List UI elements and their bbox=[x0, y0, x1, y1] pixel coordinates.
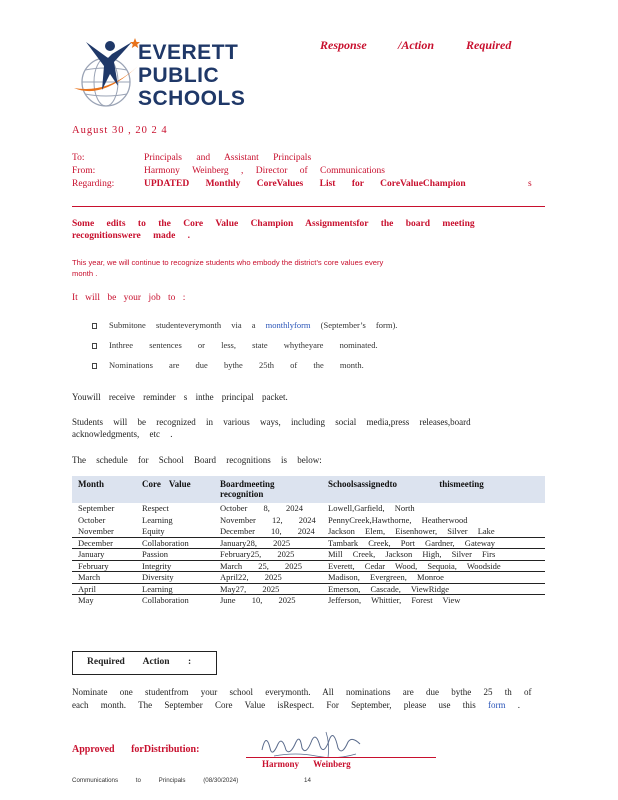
header-board-meeting: Boardmeeting recognition bbox=[220, 479, 275, 499]
cell-core-value: Integrity bbox=[142, 560, 172, 571]
district-logo bbox=[72, 36, 252, 111]
logo-text-schools: SCHOOLS bbox=[138, 87, 246, 110]
table-row bbox=[72, 503, 545, 515]
cell-month: September bbox=[78, 503, 115, 513]
bullet-text: Nominations are due bythe 25th of the month. bbox=[109, 360, 364, 370]
cell-core-value: Collaboration bbox=[142, 595, 189, 605]
cell-month: January bbox=[78, 549, 105, 559]
signer-name: Harmony Weinberg bbox=[262, 759, 351, 769]
cell-meeting-date: October 8, 2024 bbox=[220, 503, 304, 513]
required-action-box bbox=[72, 651, 217, 675]
cell-core-value: Passion bbox=[142, 549, 168, 559]
cell-core-value: Learning bbox=[142, 514, 173, 525]
students-note: Students will be recognized in various ways, including social media,press releases,board acknowledgments, etc . bbox=[72, 417, 471, 439]
approved-label: Approved forDistribution: bbox=[72, 744, 200, 755]
cell-meeting-date: March 25, 2025 bbox=[220, 560, 303, 571]
cell-meeting-date: June 10, 2025 bbox=[220, 595, 296, 605]
signature-line bbox=[246, 757, 436, 758]
header-schools: Schoolsassignedto thismeeting bbox=[328, 479, 484, 489]
page-number: 14 bbox=[304, 777, 311, 784]
cell-core-value: Learning bbox=[142, 583, 173, 594]
schedule-table bbox=[72, 476, 545, 607]
table-row bbox=[72, 538, 545, 550]
memo-date: August 30 , 20 2 4 bbox=[72, 125, 168, 136]
bullet-text: Inthree sentences or less, state whytheyare nominated. bbox=[109, 340, 378, 350]
memo-from-label: From: bbox=[72, 166, 96, 176]
cell-meeting-date: December 10, 2024 bbox=[220, 526, 315, 536]
table-row bbox=[72, 561, 545, 573]
form-link[interactable]: form bbox=[488, 700, 506, 710]
cell-meeting-date: January28, 2025 bbox=[220, 537, 291, 548]
cell-meeting-date: November 12, 2024 bbox=[220, 514, 316, 525]
bullet-item bbox=[92, 320, 397, 330]
cell-schools: Jefferson, Whittier, Forest View bbox=[328, 595, 461, 605]
checkbox-bullet-icon bbox=[92, 323, 97, 329]
job-intro: It will be your job to : bbox=[72, 293, 186, 303]
memo-to-label: To: bbox=[72, 153, 85, 163]
cell-schools: PennyCreek,Hawthorne, Heatherwood bbox=[328, 514, 468, 525]
cell-month: November bbox=[78, 526, 114, 536]
memo-to-value: Principals and Assistant Principals bbox=[144, 153, 312, 163]
bullet-item bbox=[92, 340, 378, 350]
nominate-note bbox=[72, 686, 532, 712]
table-row bbox=[72, 572, 545, 584]
cell-schools: Madison, Evergreen, Monroe bbox=[328, 572, 444, 582]
table-row bbox=[72, 526, 545, 538]
checkbox-bullet-icon bbox=[92, 343, 97, 349]
header-divider bbox=[72, 206, 545, 207]
cell-schools: Jackson Elem, Eisenhower, Silver Lake bbox=[328, 526, 495, 536]
memo-regarding-value: UPDATED Monthly CoreValues List for CoreValueChampion bbox=[144, 179, 466, 189]
cell-schools: Lowell,Garfield, North bbox=[328, 503, 415, 513]
cell-schools: Everett, Cedar Wood, Sequoia, Woodside bbox=[328, 560, 501, 571]
cell-month: December bbox=[78, 537, 113, 548]
cell-month: February bbox=[78, 560, 109, 571]
header-response: Response bbox=[320, 38, 367, 52]
memo-regarding-suffix: s bbox=[528, 179, 532, 189]
cell-meeting-date: February25, 2025 bbox=[220, 549, 295, 559]
cell-core-value: Respect bbox=[142, 503, 169, 513]
nominate-text: Nominate one studentfrom your school everymonth. All nominations are due bythe 25 th of each month. The September Core Value isRespect. For September, please use this bbox=[72, 687, 532, 710]
footer-text: Communications to Principals (08/30/2024) bbox=[72, 777, 239, 784]
header-action: /Action bbox=[398, 38, 435, 52]
cell-core-value: Equity bbox=[142, 526, 165, 536]
bullet-text-after: (September’s form). bbox=[310, 320, 398, 330]
reminder-note: Youwill receive reminder s inthe principal packet. bbox=[72, 392, 288, 402]
bullet-text: Submitone studenteverymonth via a bbox=[109, 320, 266, 330]
cell-schools: Tambark Creek, Port Gardner, Gateway bbox=[328, 537, 496, 548]
checkbox-bullet-icon bbox=[92, 363, 97, 369]
cell-month: October bbox=[78, 514, 106, 525]
required-action-label: Required Action : bbox=[87, 657, 192, 667]
cell-core-value: Diversity bbox=[142, 572, 174, 582]
table-row bbox=[72, 584, 545, 596]
table-header-row bbox=[72, 476, 545, 503]
cell-meeting-date: April22, 2025 bbox=[220, 572, 282, 582]
schedule-intro: The schedule for School Board recognitions is below: bbox=[72, 455, 322, 465]
cell-meeting-date: May27, 2025 bbox=[220, 583, 280, 594]
memo-regarding-label: Regarding: bbox=[72, 179, 115, 189]
logo-emblem-icon bbox=[72, 36, 140, 111]
nominate-text-after: . bbox=[505, 700, 520, 710]
header-core-value: Core Value bbox=[142, 479, 191, 489]
logo-text-public: PUBLIC bbox=[138, 64, 220, 87]
bullet-item bbox=[92, 360, 364, 370]
header-required: Required bbox=[466, 38, 512, 52]
edits-note: Some edits to the Core Value Champion Assignmentsfor the board meeting recognitionswere made . bbox=[72, 219, 475, 241]
logo-text-everett: EVERETT bbox=[138, 41, 239, 64]
memo-from-value: Harmony Weinberg , Director of Communications bbox=[144, 166, 385, 176]
monthly-form-link[interactable]: monthlyform bbox=[265, 320, 311, 330]
cell-month: March bbox=[78, 572, 101, 582]
year-note: This year, we will continue to recognize students who embody the district’s core values every month . bbox=[72, 258, 384, 278]
table-body bbox=[72, 503, 545, 607]
cell-schools: Mill Creek, Jackson High, Silver Firs bbox=[328, 549, 496, 559]
cell-month: April bbox=[78, 583, 96, 594]
table-row bbox=[72, 595, 545, 607]
cell-schools: Emerson, Cascade, ViewRidge bbox=[328, 583, 450, 594]
table-row bbox=[72, 515, 545, 527]
table-row bbox=[72, 549, 545, 561]
cell-core-value: Collaboration bbox=[142, 537, 189, 548]
header-month: Month bbox=[78, 479, 105, 489]
cell-month: May bbox=[78, 595, 94, 605]
